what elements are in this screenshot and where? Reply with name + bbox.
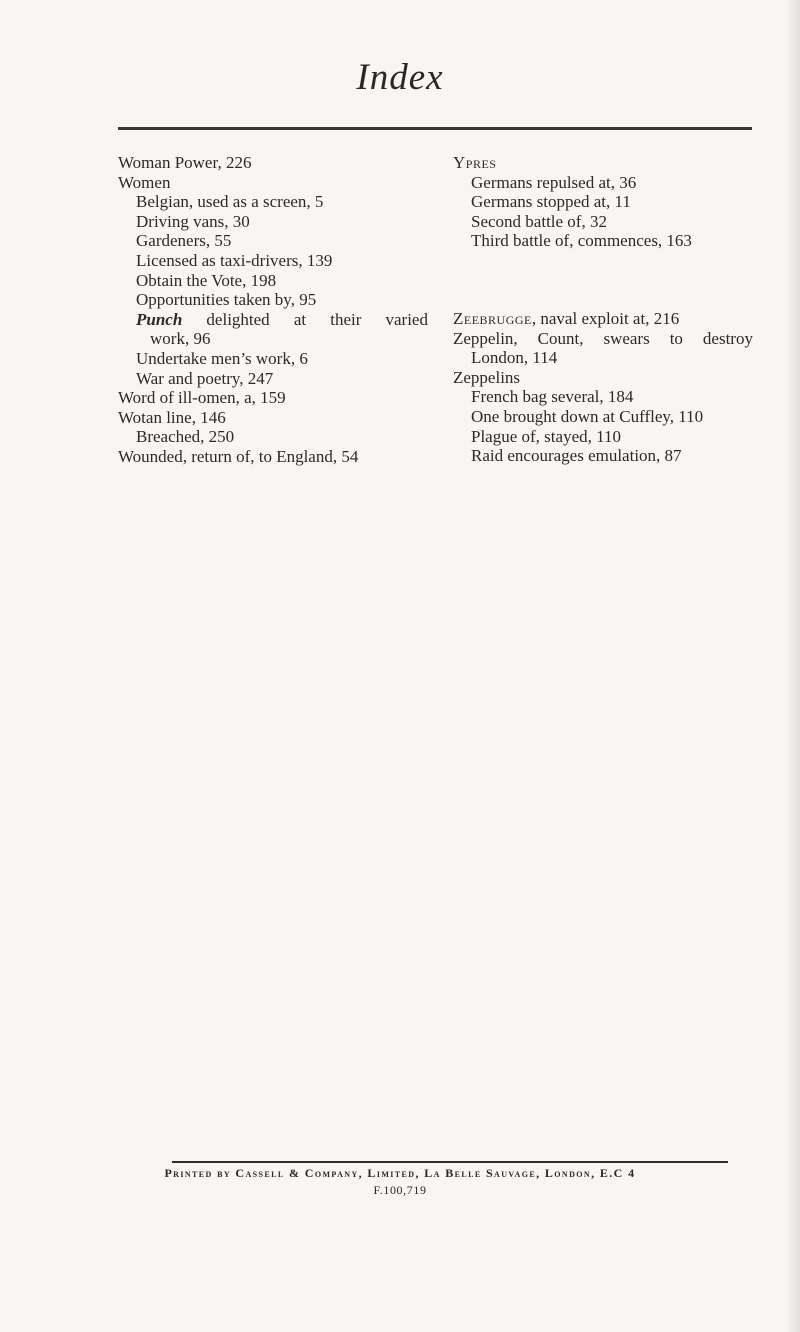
- print-number: F.100,719: [373, 1183, 427, 1197]
- index-entry: Wounded, return of, to England, 54: [118, 446, 359, 466]
- index-subentry: Belgian, used as a screen, 5: [136, 192, 324, 212]
- index-subentry: Undertake men’s work, 6: [136, 348, 308, 368]
- index-heading: Women: [118, 172, 171, 192]
- index-subentry: Germans repulsed at, 36: [471, 172, 637, 192]
- index-subentry: Gardeners, 55: [136, 231, 232, 251]
- index-column-right: [453, 153, 753, 466]
- index-subentry: Obtain the Vote, 198: [136, 270, 277, 290]
- zeebrugge-detail: , naval exploit at, 216: [531, 308, 680, 328]
- zeebrugge-heading: Zeebrugge: [453, 308, 532, 328]
- index-subentry: Driving vans, 30: [136, 211, 250, 231]
- index-continuation: work, 96: [150, 329, 211, 349]
- zeppelin-word: to: [669, 328, 683, 348]
- zeppelin-word: swears: [603, 328, 650, 348]
- index-subentry: Opportunities taken by, 95: [136, 290, 317, 310]
- punch-title: Punch: [136, 309, 183, 329]
- index-entry-zeppelin: [453, 329, 753, 349]
- index-continuation: London, 114: [471, 348, 558, 368]
- index-subentry: Third battle of, commences, 163: [471, 231, 692, 251]
- zeppelin-word: destroy: [702, 328, 753, 348]
- printer-imprint: Printed by Cassell & Company, Limited, La Belle Sauvage, London, E.C 4: [164, 1166, 636, 1180]
- zeppelin-word: Zeppelin,: [453, 328, 518, 348]
- footer-rule: [172, 1161, 728, 1163]
- page-edge-shadow: [786, 0, 800, 1332]
- index-entry: Wotan line, 146: [118, 407, 226, 427]
- index-subentry-punch: [118, 310, 428, 330]
- punch-word: delighted: [206, 309, 270, 329]
- index-heading: Ypres: [453, 153, 497, 172]
- index-subentry: One brought down at Cuffley, 110: [471, 406, 704, 426]
- index-subentry: Second battle of, 32: [471, 211, 607, 231]
- index-subentry: Licensed as taxi-drivers, 139: [136, 250, 333, 270]
- index-subentry: Raid encourages emulation, 87: [471, 446, 682, 466]
- index-subentry: Germans stopped at, 11: [471, 192, 631, 212]
- index-heading: Zeppelins: [453, 367, 521, 387]
- index-subentry: Breached, 250: [136, 427, 235, 447]
- punch-word: varied: [385, 309, 428, 329]
- index-subentry: War and poetry, 247: [136, 368, 274, 388]
- page-title: Index: [356, 57, 444, 98]
- title-rule: [118, 127, 752, 130]
- index-entry: Word of ill-omen, a, 159: [118, 388, 286, 408]
- punch-word: at: [293, 309, 307, 329]
- index-entry: Woman Power, 226: [118, 153, 252, 172]
- zeppelin-word: Count,: [537, 328, 584, 348]
- index-subentry: Plague of, stayed, 110: [471, 426, 621, 446]
- index-entry: [453, 309, 753, 329]
- index-subentry: French bag several, 184: [471, 387, 634, 407]
- index-column-left: [118, 153, 428, 467]
- letter-gap: [453, 251, 753, 309]
- punch-word: their: [330, 309, 362, 329]
